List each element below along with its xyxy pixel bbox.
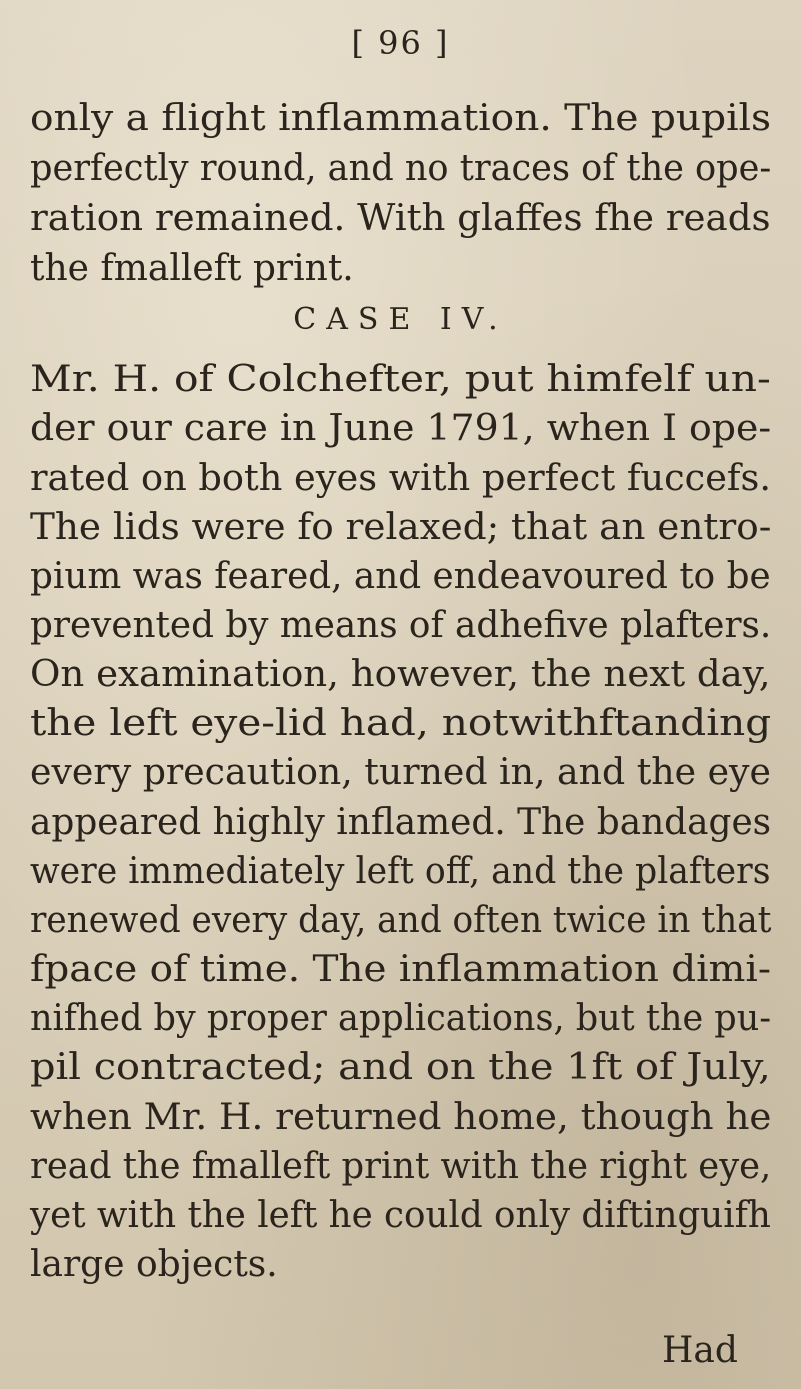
text-line: yet with the left he could only diftinguifh	[30, 1195, 771, 1236]
text-line: prevented by means of adhefive plafters.	[30, 605, 772, 646]
text-line: perfectly round, and no traces of the ope-	[30, 148, 772, 189]
text-line: every precaution, turned in, and the eye	[30, 752, 771, 793]
text-line: The lids were fo relaxed; that an entro-	[30, 507, 772, 548]
text-line: ration remained. With glaffes fhe reads	[30, 198, 771, 239]
text-line: when Mr. H. returned home, though he	[30, 1097, 772, 1138]
text-line: the fmalleft print.	[30, 248, 354, 289]
text-line: the left eye-lid had, notwithftanding	[30, 703, 772, 744]
text-line: pium was feared, and endeavoured to be	[30, 556, 771, 597]
text-line: fpace of time. The inflammation dimi-	[30, 949, 772, 990]
section-heading: CASE IV.	[293, 302, 508, 337]
catchword: Had	[662, 1330, 738, 1371]
text-line: Mr. H. of Colchefter, put himfelf un-	[30, 359, 771, 400]
text-line: appeared highly inflamed. The bandages	[30, 802, 772, 843]
text-line: large objects.	[30, 1244, 278, 1285]
text-line: read the fmalleft print with the right eye,	[30, 1146, 772, 1187]
text-line: On examination, however, the next day,	[30, 654, 771, 695]
text-line: der our care in June 1791, when I ope-	[30, 408, 772, 449]
text-line: only a flight inflammation. The pupils	[30, 98, 772, 139]
text-line: rated on both eyes with perfect fuccefs.	[30, 458, 771, 499]
page-number: [ 96 ]	[351, 24, 450, 62]
text-line: were immediately left off, and the plafters	[30, 851, 771, 892]
text-line: renewed every day, and often twice in that	[30, 900, 772, 941]
text-line: nifhed by proper applications, but the pu-	[30, 998, 772, 1039]
text-line: pil contracted; and on the 1ft of July,	[30, 1047, 771, 1088]
